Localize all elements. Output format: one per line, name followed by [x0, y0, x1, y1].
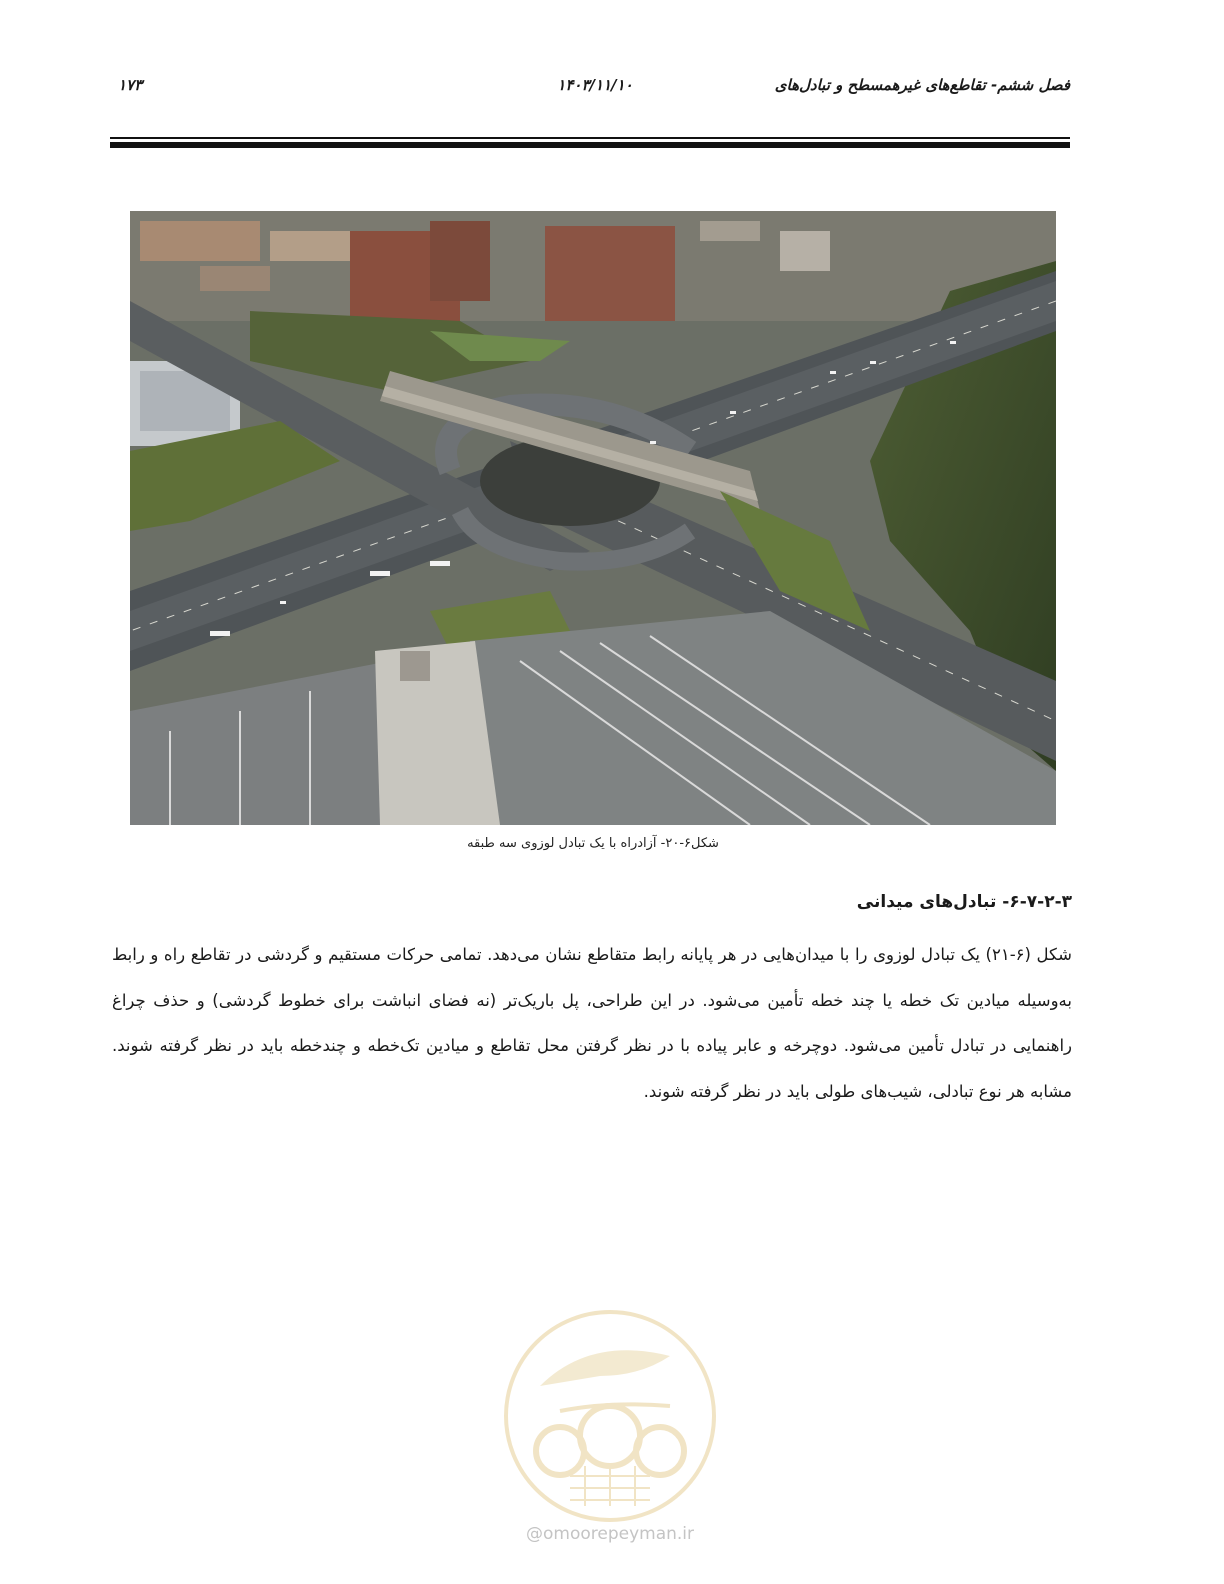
- chapter-title: فصل ششم- تقاطع‌های غیرهمسطح و تبادل‌های: [774, 76, 1070, 94]
- body-paragraph: شکل (۶-۲۱) یک تبادل لوزوی را با میدان‌هایی در هر پایانه رابط متقاطع نشان می‌دهد. تمامی حرکات مستقیم و گردشی در تقاطع راه و رابط به‌وسیله میادین تک خطه یا چند خطه تأمین می‌شود. در این طراحی، پل باریک‌تر (نه فضای انباشت برای خطوط گردشی) و حذف چراغ راهنمایی در تبادل تأمین می‌شود. دوچرخه و عابر پیاده با در نظر گرفتن محل تقاطع و میادین تک‌خطه و چندخطه باید در نظر گرفته شوند. مشابه هر نوع تبادلی، شیب‌های طولی باید در نظر گرفته شوند.: [112, 945, 1072, 1101]
- interchange-aerial-photo: [130, 211, 1056, 825]
- section-heading: ۶-۷-۲-۳- تبادل‌های میدانی: [856, 892, 1072, 912]
- publisher-seal-logo: [500, 1306, 720, 1526]
- page-header: [110, 70, 1070, 104]
- watermark-url: @omoorepeyman.ir: [525, 1524, 695, 1544]
- header-rule-thin: [110, 137, 1070, 139]
- page-number: ۱۷۳: [118, 76, 143, 94]
- figure-caption: شکل۶-۲۰- آزادراه با یک تبادل لوزوی سه طبقه: [467, 836, 719, 851]
- header-date: ۱۴۰۳/۱۱/۱۰: [557, 76, 633, 94]
- header-rule-thick: [110, 142, 1070, 148]
